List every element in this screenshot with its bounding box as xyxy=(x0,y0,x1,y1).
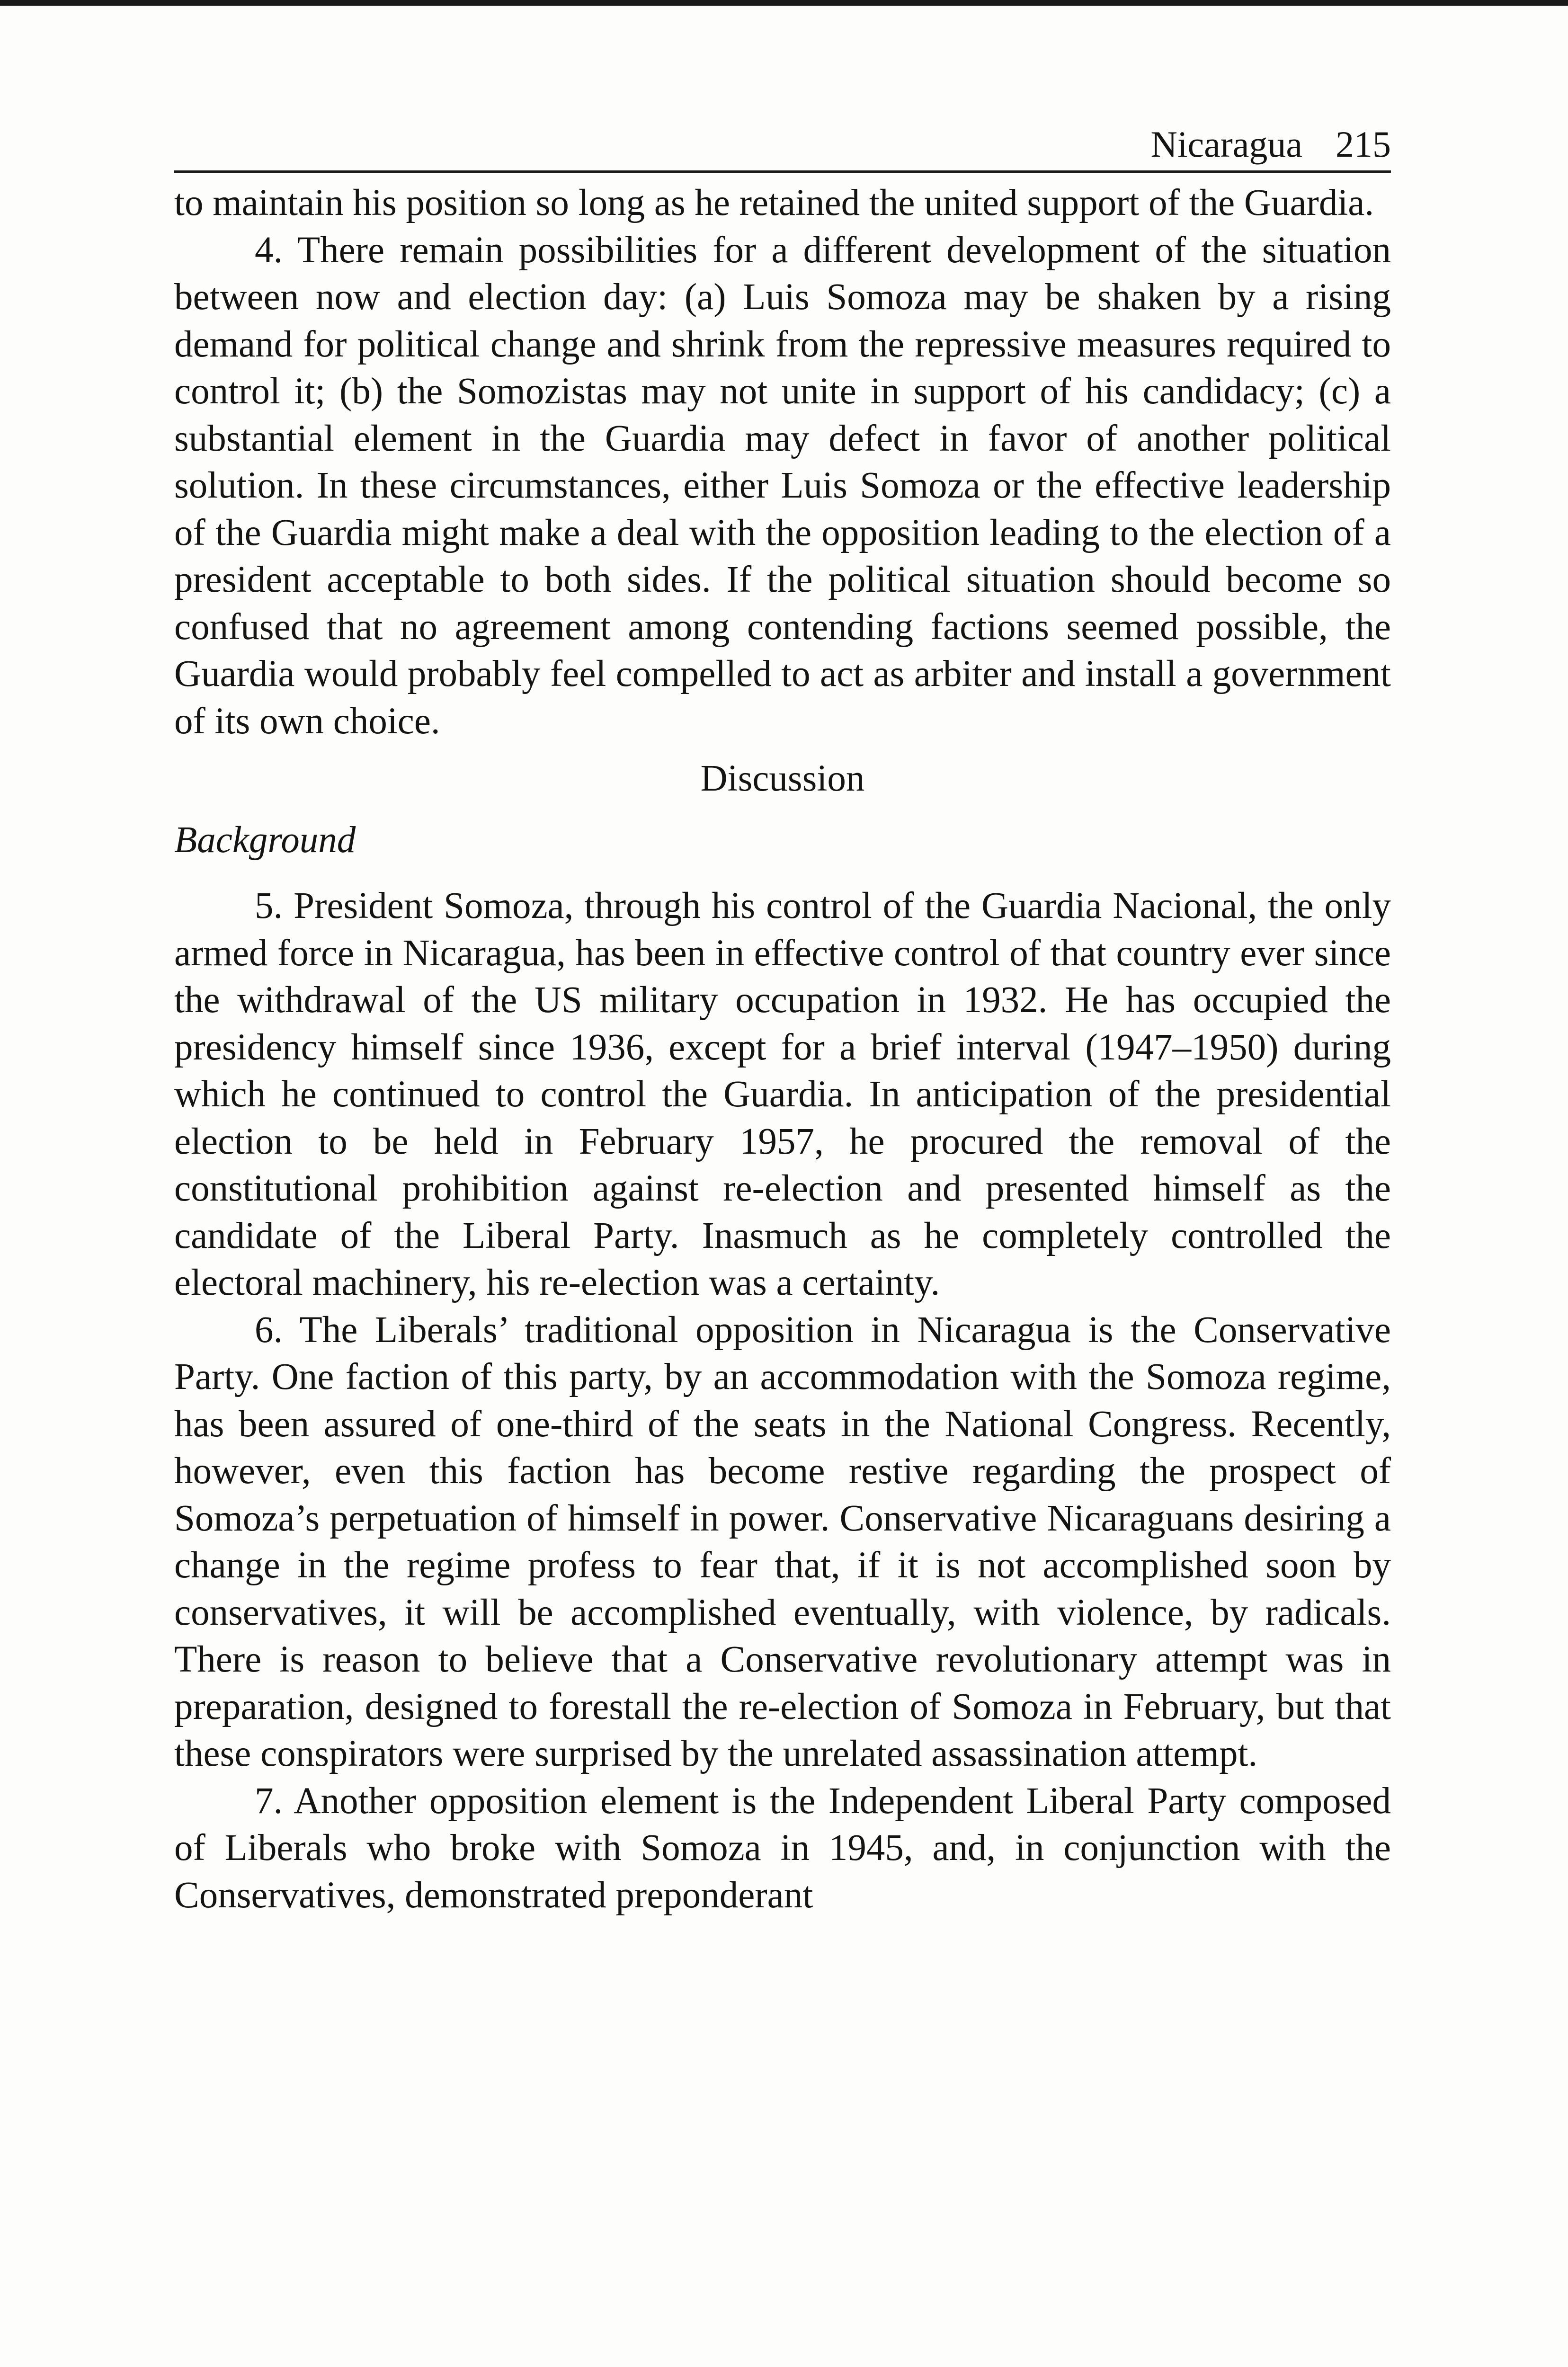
section-title: Nicaragua xyxy=(1150,124,1302,165)
body-text xyxy=(174,179,1391,1919)
paragraph-7: 7. Another opposition element is the Independent Liberal Party composed of Liberals who broke with Somoza in 1945, and, in conjunction with the Conservatives, demonstrated preponderant xyxy=(174,1780,1391,1916)
top-edge-rule xyxy=(0,0,1568,6)
paragraph-5: 5. President Somoza, through his control of the Guardia Nacional, the only armed force in Nicaragua, has been in effective control of that country ever since the withdrawal of the US military occupation in 1932. He has occupied the presidency himself since 1936, except for a brief interval (1947–1950) during which he continued to control the Guardia. In anticipation of the presidential election to be held in February 1957, he procured the removal of the constitutional prohibition against re-election and presented himself as the candidate of the Liberal Party. Inasmuch as he completely controlled the electoral machinery, his re-election was a certainty. xyxy=(174,885,1391,1303)
paragraph-6: 6. The Liberals’ traditional opposition in Nicaragua is the Conservative Party. One faction of this party, by an accommodation with the Somoza regime, has been assured of one-third of the seats in the National Congress. Recently, however, even this faction has become restive regarding the prospect of Somoza’s perpetuation of himself in power. Conservative Nicaraguans desiring a change in the regime profess to fear that, if it is not accomplished soon by conservatives, it will be accomplished eventually, with violence, by radicals. There is reason to believe that a Conservative revolutionary attempt was in preparation, designed to forestall the re-election of Somoza in February, but that these conspirators were surprised by the unrelated assassination attempt. xyxy=(174,1309,1391,1774)
document-page xyxy=(174,118,1391,1919)
background-subheading: Background xyxy=(174,819,356,861)
page-number: 215 xyxy=(1336,124,1391,165)
paragraph-continued: to maintain his position so long as he retained the united support of the Guardia. xyxy=(174,182,1374,223)
running-head-right xyxy=(1151,118,1391,170)
discussion-heading: Discussion xyxy=(700,758,865,799)
running-head xyxy=(174,118,1391,173)
paragraph-4: 4. There remain possibilities for a different development of the situation between now and election day: (a) Luis Somoza may be shaken by a rising demand for political change and shrink from the repressive measures required to control it; (b) the Somozistas may not unite in support of his candidacy; (c) a substantial element in the Guardia may defect in favor of another political solution. In these circumstances, either Luis Somoza or the effective leadership of the Guardia might make a deal with the opposition leading to the election of a president acceptable to both sides. If the political situation should become so confused that no agreement among contending factions seemed possible, the Guardia would probably feel compelled to act as arbiter and install a government of its own choice. xyxy=(174,229,1391,742)
